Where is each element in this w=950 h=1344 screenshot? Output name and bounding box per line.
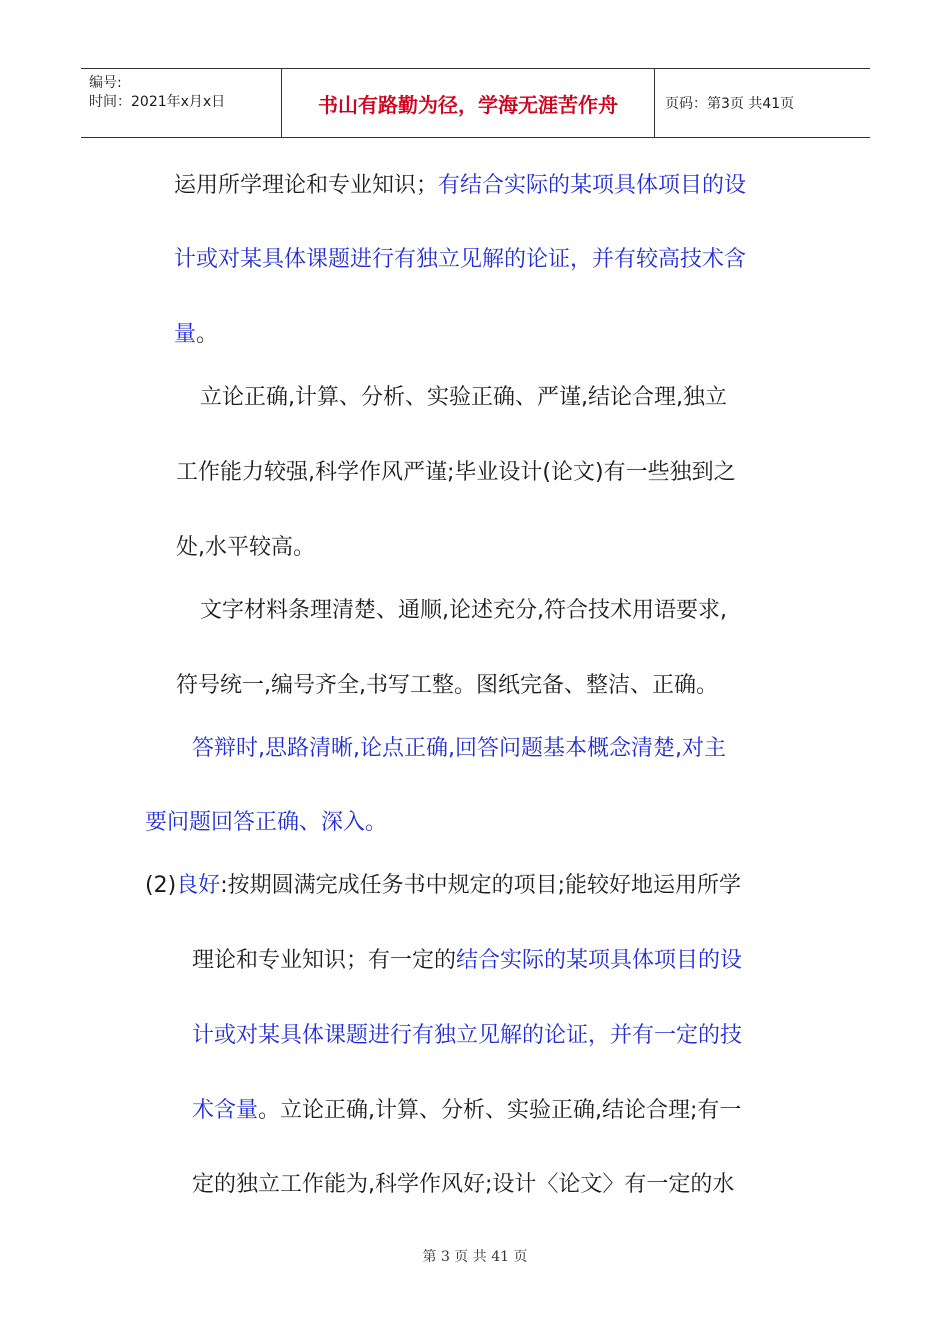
header-info bbox=[81, 69, 282, 137]
text-run: 。 bbox=[196, 322, 219, 347]
body-line bbox=[176, 673, 718, 699]
body-line bbox=[192, 948, 742, 974]
body-line bbox=[174, 173, 746, 199]
body-line bbox=[200, 385, 727, 411]
text-run: :按期圆满完成任务书中规定的项目;能较好地运用所学 bbox=[220, 873, 742, 898]
body-line bbox=[145, 810, 387, 836]
text-run: 。立论正确,计算、分析、实验正确,结论合理;有一 bbox=[258, 1098, 742, 1123]
text-run: 工作能力较强,科学作风严谨;毕业设计(论文)有一些独到之 bbox=[176, 460, 736, 485]
text-run: 有结合实际的某项具体项目的设 bbox=[438, 173, 747, 198]
page-footer: 第 3 页 共 41 页 bbox=[422, 1249, 528, 1265]
body-line bbox=[192, 736, 726, 762]
document-time-label: 时间：2021年x月x日 bbox=[89, 94, 226, 110]
body-line bbox=[200, 598, 727, 624]
header-page-label: 页码：第3页 共41页 bbox=[665, 96, 795, 112]
body-line bbox=[174, 247, 746, 273]
text-run: 定的独立工作能为,科学作风好;设计〈论文〉有一定的水 bbox=[192, 1172, 735, 1197]
page-header bbox=[81, 68, 870, 138]
text-run: (2) bbox=[145, 873, 177, 898]
text-run: 符号统一,编号齐全,书写工整。图纸完备、整洁、正确。 bbox=[176, 673, 718, 698]
text-run: 量 bbox=[174, 322, 197, 347]
header-motto: 书山有路勤为径，学海无涯苦作舟 bbox=[282, 69, 655, 137]
text-run: 文字材料条理清楚、通顺,论述充分,符合技术用语要求, bbox=[200, 598, 727, 623]
text-run: 处,水平较高。 bbox=[176, 535, 315, 560]
text-run: 要问题回答正确、深入。 bbox=[145, 810, 388, 835]
body-line bbox=[174, 322, 218, 348]
text-run: 结合实际的某项具体项目的设 bbox=[456, 948, 743, 973]
text-run: 立论正确,计算、分析、实验正确、严谨,结论合理,独立 bbox=[200, 385, 727, 410]
text-run: 计或对某具体课题进行有独立见解的论证，并有较高技术含 bbox=[174, 247, 747, 272]
body-line bbox=[176, 460, 736, 486]
text-run: 术含量 bbox=[192, 1098, 259, 1123]
text-run: 理论和专业知识；有一定的 bbox=[192, 948, 457, 973]
text-run: 运用所学理论和专业知识； bbox=[174, 173, 439, 198]
body-line bbox=[176, 535, 315, 561]
text-run: 答辩时,思路清晰,论点正确,回答问题基本概念清楚,对主 bbox=[192, 736, 726, 761]
body-line bbox=[145, 873, 741, 899]
body-line bbox=[192, 1023, 742, 1049]
body-line bbox=[192, 1098, 741, 1124]
document-number-label: 编号: bbox=[89, 75, 122, 91]
body-line bbox=[192, 1172, 734, 1198]
text-run: 计或对某具体课题进行有独立见解的论证，并有一定的技 bbox=[192, 1023, 743, 1048]
text-run: 良好 bbox=[176, 873, 221, 898]
